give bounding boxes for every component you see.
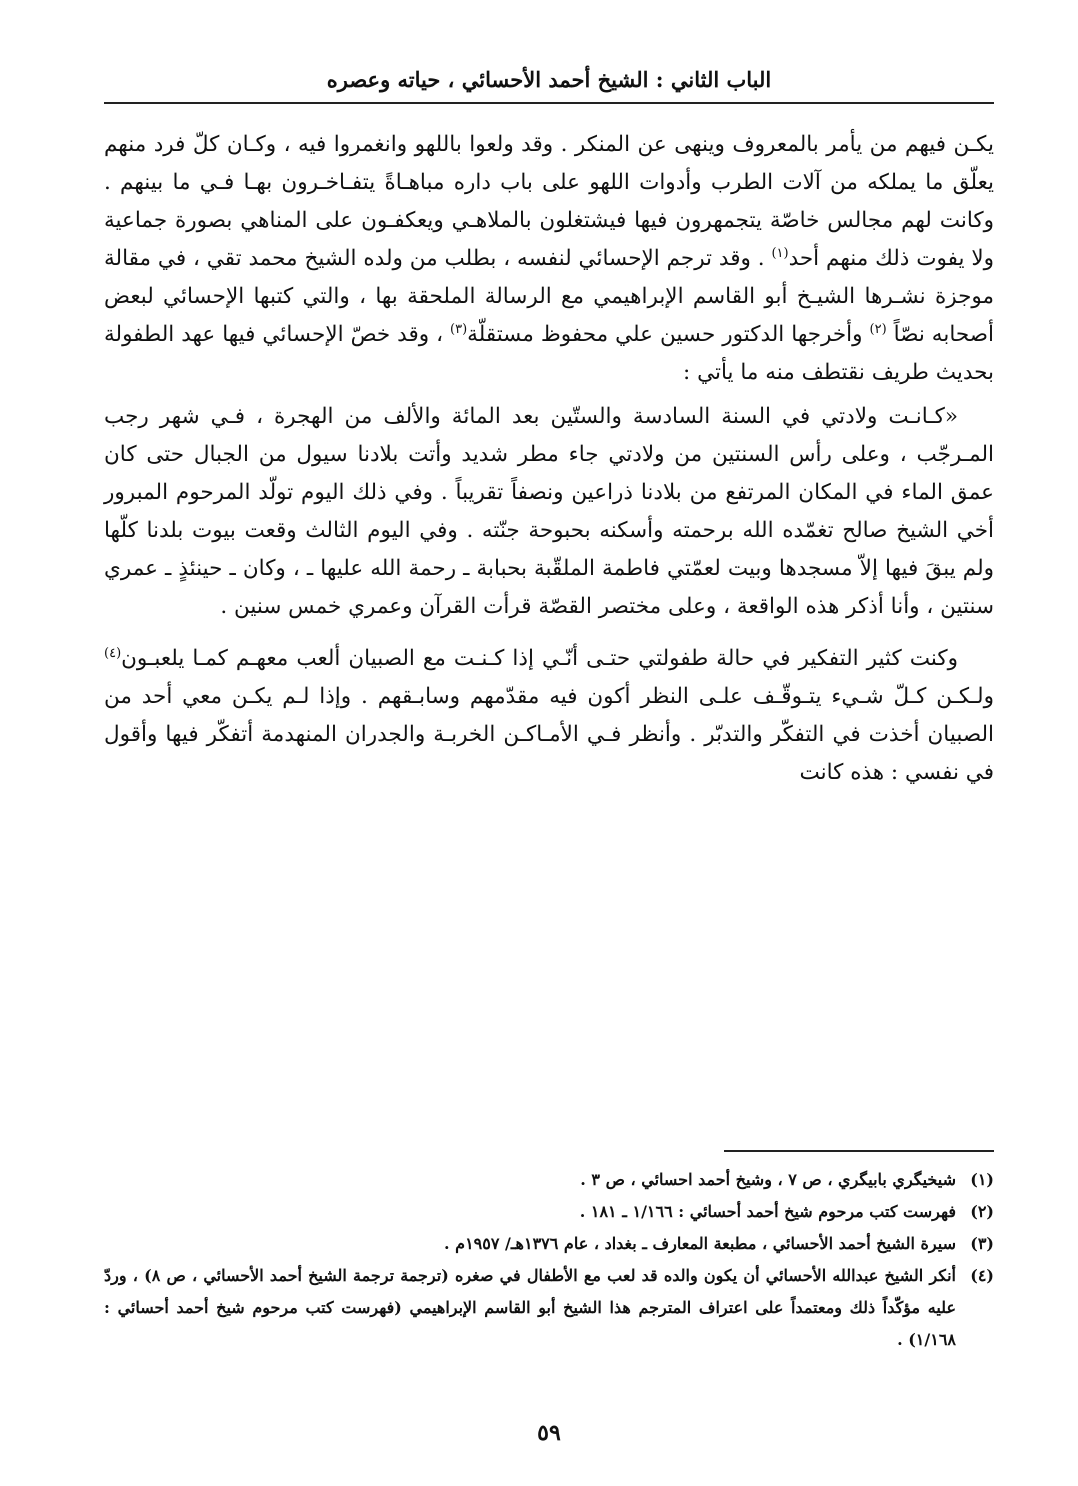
footnote-number: (٤) [970,1266,994,1285]
footnote-item [104,1164,994,1196]
book-page [104,58,994,1486]
paragraph-3-text-a: وكنت كثير التفكير في حالة طفولتي حتـى أنّـي إذا كـنـت مع الصبيان ألعب معهـم كمـا يلعبـون [121,646,958,671]
paragraph-1-text-a: يكـن فيهم من يأمر بالمعروف وينهى عن المنكر . وقد ولعوا باللهو وانغمروا فيه ، وكـان كلّ فرد منهم يعلّق ما يملكه من آلات الطرب وأدوات اللهو على باب داره مباهـاةً يتفـاخـرون بهـا فـي ما بينهم . وكانت لهم مجالس خاصّة يتجمهرون فيها فيشتغلون بالملاهـي ويعكفـون على المناهي بصورة جماعية ولا يفوت ذلك منهم أحد [104,132,994,271]
footnote-number: (١) [970,1170,994,1189]
footnote-separator [724,1150,994,1152]
paragraph-1 [104,126,994,392]
header-rule [104,102,994,104]
paragraph-1-text-c: وأخرجها الدكتور حسين علي محفوظ مستقلّة [467,322,870,347]
footnote-number: (٢) [970,1202,994,1221]
footnote-ref-2[interactable]: (٢) [869,321,887,337]
paragraph-3 [104,640,994,792]
paragraph-1-text-d: ، وقد خصّ الإحسائي فيها عهد الطفولة بحديث طريف نقتطف منه ما يأتي : [104,322,994,385]
body-text [104,126,994,792]
footnote-text: سيرة الشيخ أحمد الأحسائي ، مطبعة المعارف ـ بغداد ، عام ١٣٧٦هـ/ ١٩٥٧م . [444,1234,956,1253]
footnote-number: (٣) [970,1234,994,1253]
paragraph-1-text-b: . وقد ترجم الإحسائي لنفسه ، بطلب من ولده الشيخ محمد تقي ، في مقالة موجزة نشـرها الشيـخ أبو القاسم الإبراهيمي مع الرسالة الملحقة بها ، والتي كتبها الإحسائي لبعض أصحابه نصّاً [104,246,994,347]
footnote-item [104,1196,994,1228]
footnotes [104,1164,994,1356]
paragraph-3-text-b: ولـكـن كـلّ شـيء يتـوقّـف علـى النظر أكون فيه مقدّمهم وسابـقهم . وإذا لـم يكـن معي أحد من الصبيان أخذت في التفكّر والتدبّر . وأنظر فـي الأمـاكـن الخربـة والجدران المنهدمة أتفكّر فيها وأقول في نفسي : هذه كانت [104,684,994,785]
footnote-text: فهرست كتب مرحوم شيخ أحمد أحسائي : ١/١٦٦ ـ ١٨١ . [579,1202,956,1221]
footnote-ref-3[interactable]: (٣) [450,321,468,337]
footnote-item [104,1228,994,1260]
footnote-ref-1[interactable]: (١) [771,245,789,261]
footnote-text: أنكر الشيخ عبدالله الأحسائي أن يكون والده قد لعب مع الأطفال في صغره (ترجمة ترجمة الشيخ أحمد الأحسائي ، ص ٨) ، وردّ عليه مؤكّداً ذلك ومعتمداً على اعتراف المترجم هذا الشيخ أبو القاسم الإبراهيمي (فهرست كتب مرحوم شيخ أحمد أحسائي : ١/١٦٨) . [104,1266,957,1349]
page-number: ٥٩ [537,1420,561,1446]
paragraph-2: «كـانـت ولادتي في السنة السادسة والستّين بعد المائة والألف من الهجرة ، فـي شهر رجب المـرجّب ، وعلى رأس السنتين من ولادتي جاء مطر شديد وأتت بلادنا سيول من الجبال حتى كان عمق الماء في المكان المرتفع من بلادنا ذراعين ونصفاً تقريباً . وفي ذلك اليوم تولّد المرحوم المبرور أخي الشيخ صالح تغمّده الله برحمته وأسكنه بحبوحة جنّته . وفي اليوم الثالث وقعت بيوت بلدنا كلّها ولم يبقَ فيها إلاّ مسجدها وبيت لعمّتي فاطمة الملقّبة بحبابة ـ رحمة الله عليها ـ ، وكان ـ حينئذٍ ـ عمري سنتين ، وأنا أذكر هذه الواقعة ، وعلى مختصر القصّة قرأت القرآن وعمري خمس سنين . [104,404,994,619]
footnote-text: شيخيگري بابيگري ، ص ٧ ، وشيخ أحمد احسائي ، ص ٣ . [580,1170,956,1189]
footnote-ref-4[interactable]: (٤) [104,645,122,661]
footnote-item [104,1260,994,1356]
running-header: الباب الثاني : الشيخ أحمد الأحسائي ، حياته وعصره [326,67,772,92]
